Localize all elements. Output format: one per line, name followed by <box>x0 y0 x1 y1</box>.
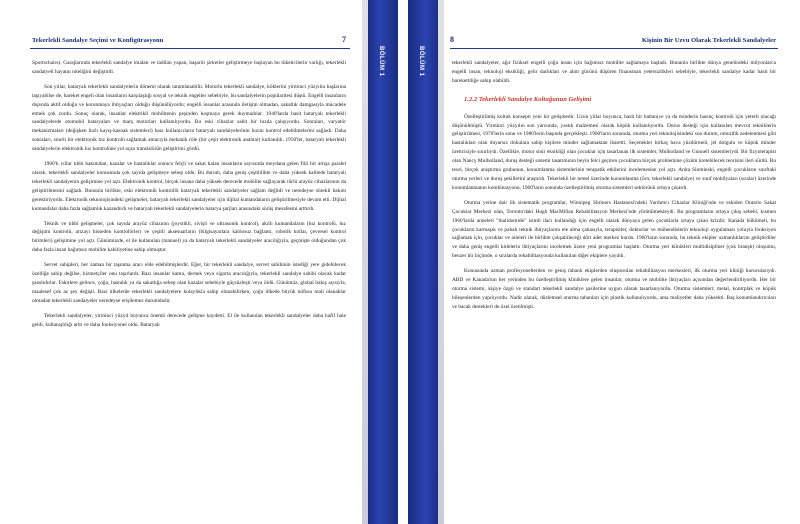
spine-chapter-label-left: BÖLÜM 1 <box>378 46 384 77</box>
paragraph: 1960'lı yıllar tıbbi bakımdan, kazalar ve hastalıklar sonucu felçli ve sakat kalan insanların sayısında meydana gelen fiili bir artışa paralel olarak, tekerlekli sandalyeler konusunda çok sayıda gelişmeye sebep oldu. Bu durum, daha geniş çeşitlilikte ve daha yüksek kalitede bataryalı tekerlekli sandalyenin gelişimine yol açtı. Elektronik kontrol, birçok insana daha yüksek derecede mobilite sağlayarak türlü arayüz cihazlarının da geliştirilmesini sağladı. Bununla birlikte, eski elektronik kontrollü bataryalı tekerlekli sandalyeler sağlam değildi ve neredeyse sürekli bakım gerektiriyordu. Elektronik teknolojisindeki gelişmeler, bataryalı tekerlekli sandalyeler için dijital kumandaların geliştirilmesiyle devam etti. Dijital kumandalar daha fazla sağlamlık kazandırdı ve bataryalı tekerlekli sandalyelerin batarya şarjları arasındaki sürüş mesafesini arttırdı. <box>32 161 346 212</box>
spine-blue-band-right <box>408 0 438 524</box>
paragraph: Servet sahipleri, her zaman bir taşınma aracı elde edebilmişlerdir. Eğer, bir tekerlekli sandalye, servet sahibinin istediği yere gidebilecek özelliğe sahip değilse, hizmetçiler onu taşırlardı. Bazı insanlar kamu, dernek veya sigorta aracılığıyla, tekerlekli sandalye sahibi olacak kadar şanslıdırlar. Fakirlere gelince, çoğu, hastalık ya da sakatlığa sebep olan kazalar sebebiyle güçsüzleşti veya öldü. Günümüz, global bakış açısıyla, maalesef çok az şey değişti. Bazı ülkelerde tekerlekli sandalyelere kolaylıkla sahip olunabilirken, çoğu ülkede büyük nüfusa mali olanaklar olmadan tekerlekli sandalyeler neredeyse erişilemez durumdadır. <box>32 262 346 304</box>
right-page <box>444 0 800 524</box>
right-page-number: 8 <box>450 35 454 44</box>
paragraph: Tekerlekli sandalyeler, yirminci yüzyıl boyunca önemli derecede gelişme kaydetti. El ile kullanılan tekerlekli sandalyeler daha hafif hale geldi, kullanışlılığı arttı ve daha fonksiyonel oldu. Bataryalı <box>32 312 346 328</box>
paragraph: Son yıllar, bataryalı tekerlekli sandalyelerin dönemi olarak tanımlanabilir. Motorlu tekerlekli sandalye, köklerini yirminci yüzyılın başlarına taşıyabilse de, hareket engeli olan insanların karşılaştığı sosyal ve teknik engeller sebebiyle, bu sandalyelerin popülaritesi düştü. Engelli insanların dışarıda aktif olduğu ve korunmaya ihtiyaçları olduğu düşünülüyordu; engelli insanlar arasında iletişim olmadan, sakatlık damgasıyla mücadele etmek çok zordu. Sonuç olarak, insanlar elektrikli mobilitenin peşinden koşmaya gerek duymadılar. 1940'larda basit bataryalı tekerlekli sandalyelerde otomobil bataryaları ve marş motorları kullanılıyordu. Bu eski cihazlar sabit bir hızda çalışıyordu. Sonraları, varyatör mekanizmaları (değişken hızlı kayış-kasnak sistemleri) bazı kullanıcıların bataryalı sandalyelerinin hızını kontrol edebilmelerini sağladı. Daha sonraları, sınırlı bir elektronik hız kontrolü sağlamak amacıyla mekanik röle (bir çeşit elektronik anahtar) kullanıldı. 1950'ler, bataryalı tekerlekli sandalyelerin elektronik hız kontrolüne yol açan transistörün geliştirimi gördü. <box>32 83 346 153</box>
left-body-text <box>32 59 346 335</box>
left-header-rule <box>30 48 350 49</box>
paragraph: Oturma yerine dair ilk sistematik programlar, Winnipeg Shriners Hastanesi'ndeki Yardımcı Cihazlar Kliniği'nde ve eskiden Ontario Sakat Çocuklar Merkezi olan, Toronto'daki Hugh MacMillan Rehabilitasyon Merkezi'nde yürütülmekteydi. Bu programların ortaya çıkış sebebi, kısmen 1960'larda anneleri "thalidomide" isimli ilacı kullandığı için engelli olarak dünyaya gelen çocuklarla ortaya çıkan krizdir. Kanada hükümeti, bu çocukların karmaşık ve pahalı teknik ihtiyaçlarını ele alma çabasıyla, terapistler, doktorlar ve mühendislerin teknoloji uygulaması yoluyla fonksiyon sağlamak için, çocuklar ve aileleri ile birlikte çalışabileceği dört adet merkez kurdu. 1960'ların sonunda, bu teknik ekipler uzmanlıklarını geliştirdiler ve daha geniş engelli kitlelerin ihtiyaçlarını incelemek üzere yeni programlar başlattı. Oturma yeri klinikleri multidisipliner (çok branşlı) oluşumu, benzer bir biçimde, o sıralarda rehabilitasyonda kullanılan diğer ekiplere yayıldı. <box>452 199 776 260</box>
paragraph: tekerlekli sandalyeler, ağır fiziksel engelli çoğu insan için bağımsız mobilite sağlamaya başladı. Bununla birlikte dünya genelindeki milyonlarca engelli insan, teknoloji eksikliği, gelir darlıkları ve alım gücünü düşüren finansman yetersizlikleri sebebiyle, tekerlekli sandalye kadar basit bir harekettiliğe sahip olabildi. <box>452 60 776 84</box>
left-page-number: 7 <box>342 35 346 44</box>
right-header-rule <box>450 48 778 49</box>
right-running-header: Kişinin Bir Uzvu Olarak Tekerlekli Sandalyeler <box>641 37 776 44</box>
book-spine <box>362 0 444 524</box>
left-running-header: Tekerlekli Sandalye Seçimi ve Konfigürasyonu <box>32 37 164 44</box>
section-heading: 1.2.2 Tekerlekli Sandalye Koltuğunun Gelişimi <box>464 95 592 103</box>
paragraph: Sportschairs). Garajlarında tekerlekli sandalye imalatı ve tadilatı yapan, başarılı şirketler geliştirmeye başlayan bu tüketicilerin varlığı, tekerlekli sandalyeli hayatın niteliğini değiştirdi. <box>32 60 346 75</box>
paragraph: Özelleştirilmiş koltuk konsepti yeni bir gelişmedir. Uzun yıllar boyunca, basit bir battaniye ya da minderin basınç kontrolü için yeterli olacağı düşünülmüştü. Yirminci yüzyılın son yarısında, yastık malzemesi olarak köpük kullanılıyordu. Durus desteği için kullanılan mevcut tekniklerin geliştirilmesi, 1970'lerin sonu ve 1980'lerin başında gerçekleşti. 1960'ların sonunda, oturma yeri teknolojisindeki son durum, omurilik zedelenmesi gibi hastalıkları olan duyarsız dokulara sahip kişilere minder sağlamaktan ibaretti. Seçenekler birkaç hava yüzdürmeli, jel dolgulu ve köpük minder üreticisiyle sınırlıydı. Özellikle, motor sinir eksikliği olan çocuklar için tasarlanan ilk sistemler, Mulholland ve Gunnell sistemleriydi. Bir fizyoterapist olan Nancy Mulholland, duruş desteği sistemi tasarımının beyin felci geçiren çocukların birçok problemine çözüm üretebilecek teorisini ileri sürdü. Bu teori, birçok araştırma grubunun, konumlanma sistemlerinin terapatik etkilerini incelemesine yol açtı. Anita Slominski, engelli çocukların sınıftaki oturma yerleri ve duruş şekillerini araştırdı. Tekerlekli bir temel üzerinde konumlanma (örn; tekerlekli sandalye) ve sınıf mobilyaları (sıralar) üzerinde konumlanmanın kombinasyonu, 1960'ların sonunda özelleştirilmiş oturma sistemleri sektörünü ortaya çıkardı. <box>452 113 776 191</box>
right-body-text <box>452 59 776 318</box>
left-page <box>0 0 362 524</box>
spine-chapter-label-right: BÖLÜM 1 <box>418 46 424 77</box>
paragraph: Konusunda uzman profesyonellerden ve geniş tabanlı ekiplerden oluşturulan rehabilitasyon merkezleri, ilk oturma yeri kliniği kurucularıydı. ABD ve Kanada'nın her yerinden bu özelleştirilmiş kliniklere gelen insanlar, oturma ve mobilite ihtiyaçları açısından değerlendiriliyordu. Her bir oturma sistemi, kişiye özgü ve standart tekerlekli sandalye şasilerine uygun olarak tasarlanıyordu. Oturma sistemleri; metal, kontrplak ve köpük bileşenlerden yapılıyordu. Nadir olarak, düzlemsel oturma tabanları için plastik kullanılıyordu, ama maliyetler daha yüksekti. Baş konumlandırıcıları ve bacak destekleri de özel üretilmişti. <box>452 268 776 310</box>
spine-blue-band-left <box>368 0 398 524</box>
paragraph: Teknik ve tıbbi gelişmeler, çok sayıda arayüz cihazının (joystikli, sivişli ve ultrasonik kontrol), akıllı kumandaların (hız kontrolü, hız değişimi kontrolü, arızayı hisseden kontrolörler) ve çeşitli aksesuarların (bilgisayarlara kablosuz bağlantı, robotik kollar, çevresel kontrol birimleri) gelişimine yol açtı. Günümüzde, el ile kullanılan (manuel) ya da bataryalı tekerlekli sandalyeler aracılığıyla, geçmişte olduğundan çok daha fazla insan bağımsız mobilite kabiliyetine sahip olmuştur. <box>32 220 346 254</box>
